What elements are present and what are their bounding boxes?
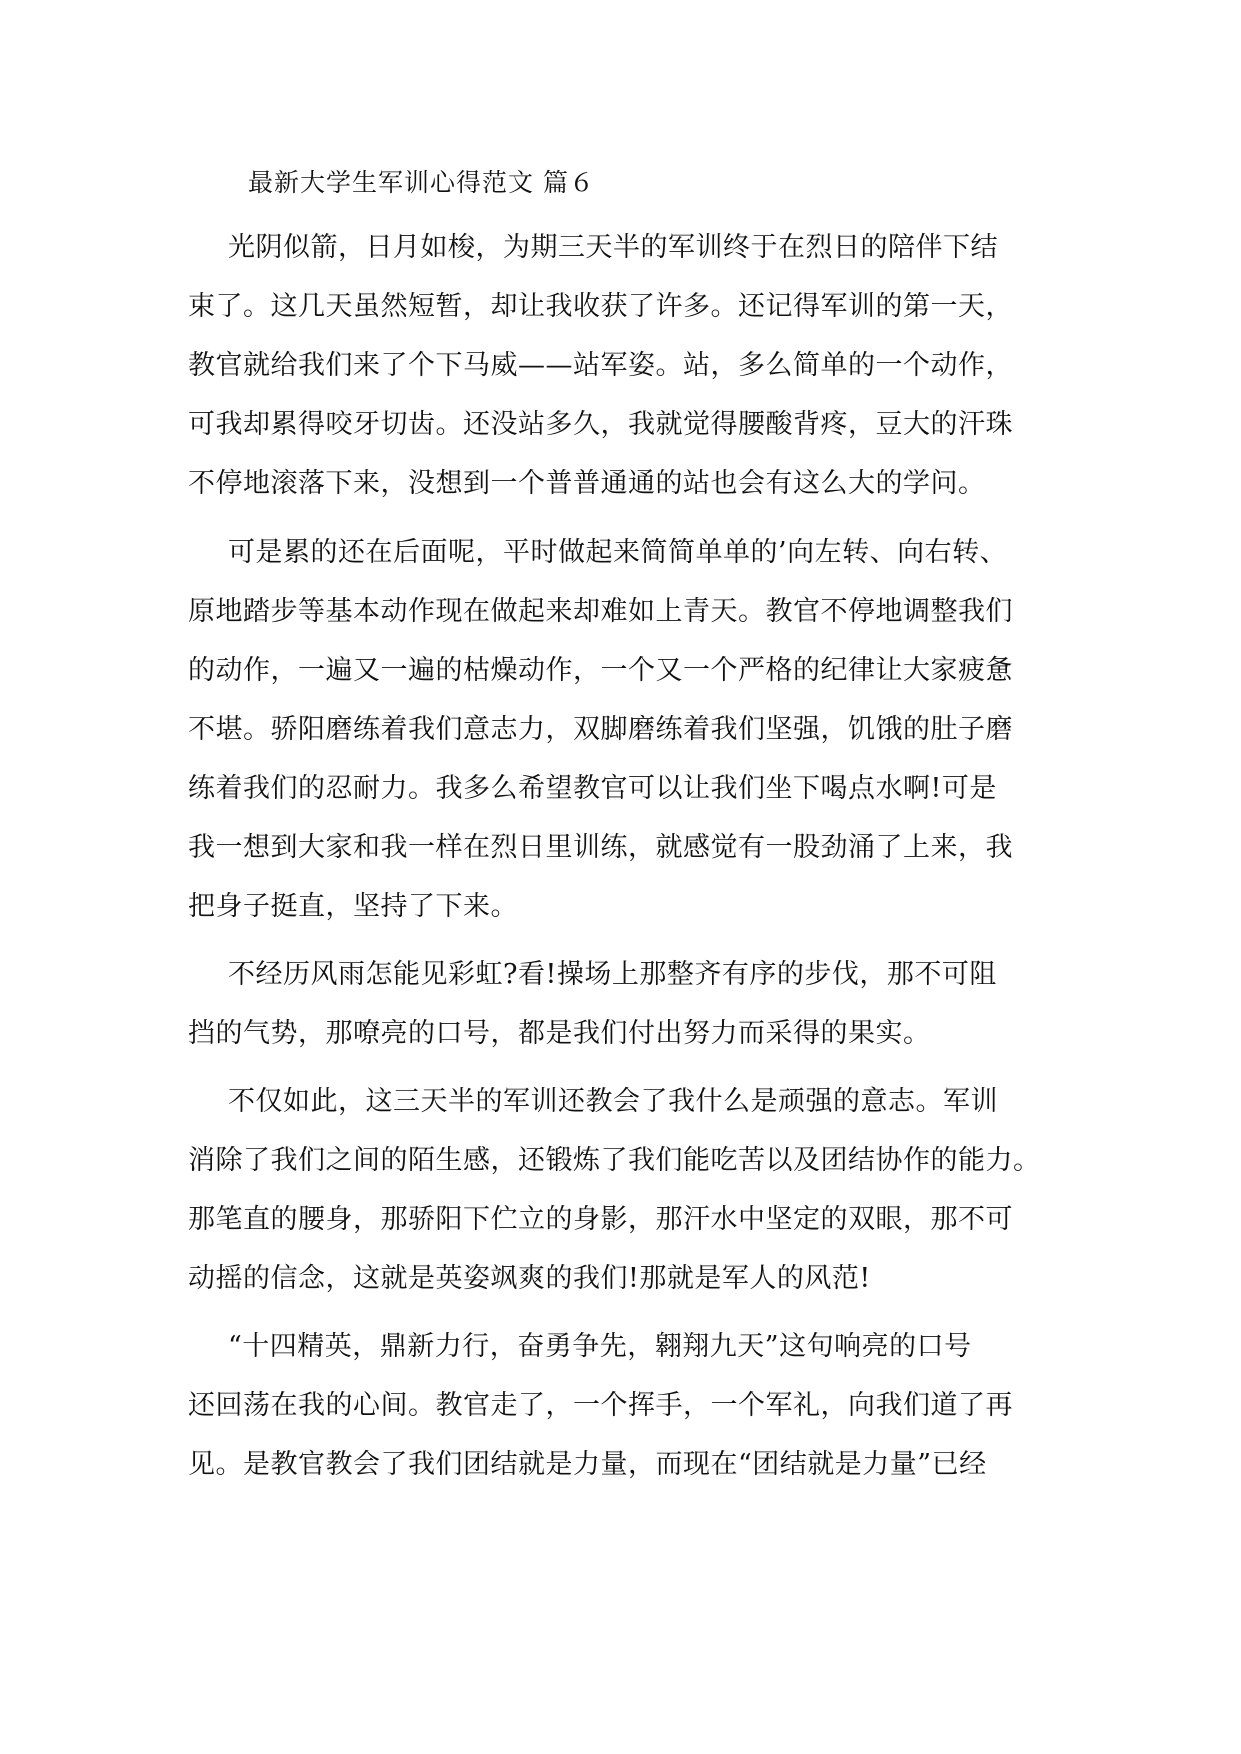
text-line: 挡的气势，那嘹亮的口号，都是我们付出努力而采得的果实。: [188, 1018, 931, 1049]
text-line: 练着我们的忍耐力。我多么希望教官可以让我们坐下喝点水啊!可是: [188, 773, 997, 804]
text-line: 那笔直的腰身，那骄阳下伫立的身影，那汗水中坚定的双眼，那不可: [188, 1204, 1013, 1235]
document-title: 最新大学生军训心得范文 篇６: [248, 168, 595, 197]
text-line: 束了。这几天虽然短暂，却让我收获了许多。还记得军训的第一天，: [188, 291, 1013, 322]
text-line: 不停地滚落下来，没想到一个普普通通的站也会有这么大的学问。: [188, 468, 986, 499]
text-line: 教官就给我们来了个下马威——站军姿。站，多么简单的一个动作，: [188, 350, 1013, 381]
text-line: 动摇的信念，这就是英姿飒爽的我们!那就是军人的风范!: [188, 1263, 871, 1294]
text-line: 不经历风雨怎能见彩虹?看!操场上那整齐有序的步伐，那不可阻: [228, 959, 997, 990]
text-line: 可是累的还在后面呢，平时做起来简简单单的’向左转、向右转、: [228, 537, 1008, 568]
text-line: 光阴似箭，日月如梭，为期三天半的军训终于在烈日的陪伴下结: [228, 232, 998, 263]
text-line: 的动作，一遍又一遍的枯燥动作，一个又一个严格的纪律让大家疲惫: [188, 655, 1013, 686]
text-line: 还回荡在我的心间。教官走了，一个挥手，一个军礼，向我们道了再: [188, 1390, 1013, 1421]
text-line: 不仅如此，这三天半的军训还教会了我什么是顽强的意志。军训: [228, 1086, 998, 1117]
text-line: 原地踏步等基本动作现在做起来却难如上青天。教官不停地调整我们: [188, 596, 1013, 627]
text-line: 消除了我们之间的陌生感，还锻炼了我们能吃苦以及团结协作的能力。: [188, 1145, 1041, 1176]
text-line: 见。是教官教会了我们团结就是力量，而现在“团结就是力量”已经: [188, 1449, 987, 1480]
text-line: 我一想到大家和我一样在烈日里训练，就感觉有一股劲涌了上来，我: [188, 832, 1013, 863]
text-line: 可我却累得咬牙切齿。还没站多久，我就觉得腰酸背疼，豆大的汗珠: [188, 409, 1013, 440]
text-line: 不堪。骄阳磨练着我们意志力，双脚磨练着我们坚强，饥饿的肚子磨: [188, 714, 1013, 745]
text-line: 把身子挺直，坚持了下来。: [188, 891, 518, 922]
text-line: “十四精英，鼎新力行，奋勇争先，翱翔九天”这句响亮的口号: [228, 1331, 972, 1362]
